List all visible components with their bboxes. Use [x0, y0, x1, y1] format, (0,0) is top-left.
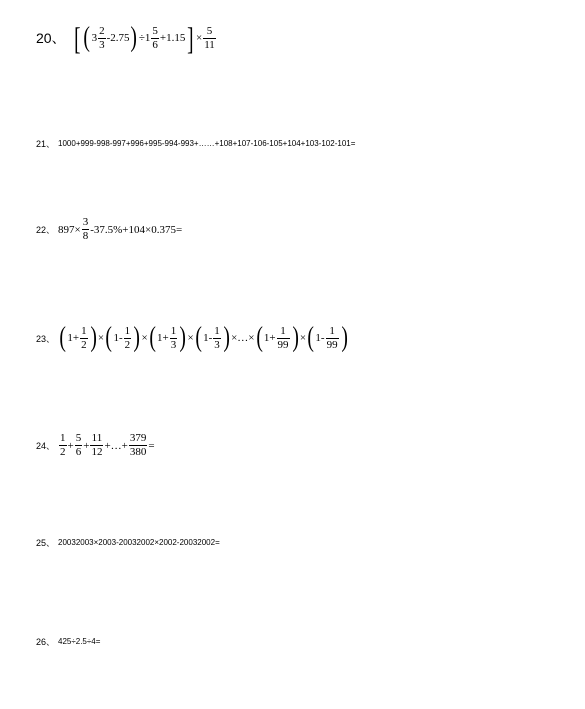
fraction: $\frac{11}{12}$: [91, 432, 103, 458]
fraction: $\frac{1}{99}$: [277, 324, 289, 351]
fraction: $\frac{5}{11}$: [204, 24, 215, 51]
term: +1.15: [159, 32, 186, 44]
factor: ( 1- $\frac{1}{2}$ ): [105, 322, 141, 353]
term: -37.5%+104×0.375=: [90, 223, 183, 236]
expression: 1000+999-998-997+996+995-994-993+……+108+107-106-105+104+103-102-101=: [58, 139, 356, 148]
operator: ÷: [138, 32, 145, 44]
expression: 425÷2.5÷4=: [58, 637, 101, 646]
fraction: $\frac{5}{6}$: [75, 432, 82, 458]
expression: 20032003×2003-20032002×2002-20032002=: [58, 538, 220, 547]
problem-number: 23、: [36, 333, 56, 344]
problem-number: 24、: [36, 441, 56, 451]
fraction: $\frac{1}{99}$: [326, 324, 338, 351]
factor: ( 1+ $\frac{1}{3}$ ): [149, 322, 187, 353]
fraction: $\frac{379}{380}$: [129, 432, 147, 458]
fraction: $\frac{3}{8}$: [82, 216, 89, 242]
term: 897×: [58, 223, 81, 236]
factor: ( 1- $\frac{1}{3}$ ): [195, 322, 230, 353]
fraction: $\frac{5}{6}$: [152, 24, 158, 51]
problem-24: [36, 433, 155, 458]
fraction: $\frac{1}{3}$: [170, 324, 177, 351]
operator: ×: [97, 332, 105, 344]
fraction: $\frac{1}{3}$: [214, 324, 220, 351]
problem-number: 20、: [36, 30, 66, 46]
operator: ×: [187, 332, 194, 344]
problem-22: [36, 217, 182, 242]
equals-sign: =: [148, 439, 155, 452]
operator: ×: [299, 332, 307, 344]
left-paren: (: [83, 22, 91, 53]
mixed-number: 3 $\frac{2}{3}$: [91, 24, 105, 51]
factor: ( 1+ $\frac{1}{2}$ ): [59, 322, 97, 353]
operator: ×: [141, 332, 148, 344]
problem-number: 22、: [36, 225, 56, 235]
problem-number: 21、: [36, 139, 56, 149]
term: -2.75: [106, 32, 130, 44]
right-bracket: ]: [187, 20, 194, 56]
ellipsis: +…+: [104, 439, 128, 452]
mixed-number: 1 $\frac{5}{6}$: [144, 24, 158, 51]
problem-26: [36, 635, 100, 648]
ellipsis: ×…×: [231, 332, 255, 344]
fraction: $\frac{1}{2}$: [124, 324, 131, 351]
problem-23: [36, 324, 349, 352]
problem-25: [36, 536, 220, 549]
problem-number: 25、: [36, 538, 56, 548]
fraction: $\frac{1}{2}$: [81, 324, 87, 351]
fraction: $\frac{1}{2}$: [60, 432, 66, 458]
right-paren: ): [130, 22, 138, 53]
factor: ( 1+ $\frac{1}{99}$ ): [255, 322, 299, 353]
left-bracket: [: [73, 20, 81, 56]
operator: +: [67, 439, 74, 452]
operator: +: [83, 439, 90, 452]
fraction: $\frac{2}{3}$: [99, 24, 105, 51]
factor: ( 1- $\frac{1}{99}$ ): [307, 322, 348, 353]
problem-number: 26、: [36, 637, 56, 647]
problem-20: [36, 22, 217, 54]
operator: ×: [195, 32, 203, 44]
problem-21: [36, 137, 355, 150]
